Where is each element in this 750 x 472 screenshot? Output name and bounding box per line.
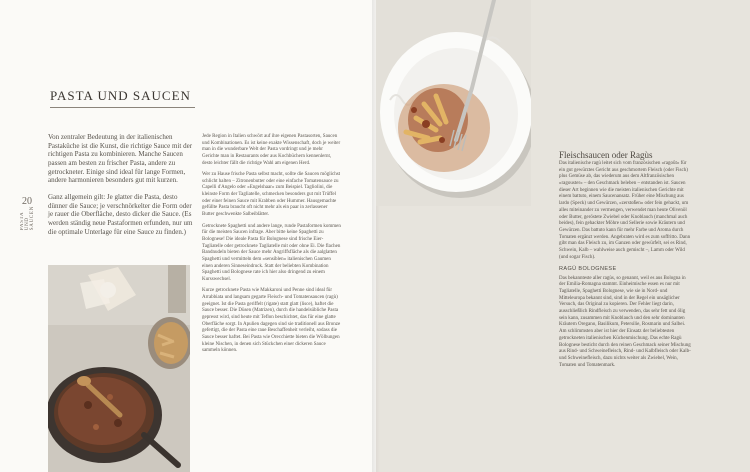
title-underline [50,107,195,108]
pasta-plate-photo [376,0,531,206]
lead-paragraph-2: Ganz allgemein gilt: Je glatter die Pasta, desto dünner die Sauce; je verschnörkelter die Form oder je rauer die Oberfläche, desto dicker die Sauce. (Es werden ständig neue Pastaformen erfunden, nur um die optimale Unterlage für eine Sauce zu finden.) [48,193,193,236]
right-column [559,161,691,374]
section-heading: Fleischsaucen oder Ragùs [559,150,653,160]
running-head: PASTA UND SAUCEN [20,206,35,231]
right-paragraph-2: Das bekannteste aller ragùs, so genannt, weil es aus Bologna in der Emilia-Romagna stammt. Einheimische essen es nur mit Tagliatelle, Spaghetti Bolognese, wie sie in Nord- und Mitteleuropa bekannt sind, sind in der Regel ein unsäglicher Versuch, das Original zu kopieren. Der Fehler liegt darin, ausschließlich Rindfleisch zu verwenden, das sehr fett und ölig sein kann, zusammen mit Knoblauch und den sehr dominanten Kräutern Oregano, Basilikum, Petersilie, Rosmarin und Salbei. Am schlimmsten aber ist hier der Einsatz der beliebtesten getrockneten italienischen Küchenmischung. Das echte Ragù Bolognese besticht durch den reinen Geschmack seiner Mischung aus Rind- und Schweinefleisch, Rind- und Kalbfleisch oder Kalb- und Schweinefleisch, dazu nichts weiter als Zwiebel, Wein, Tomaten und Tomatenmark. [559,275,691,368]
subsection-heading: RAGÙ BOLOGNESE [559,266,617,273]
body-paragraph-2: Wer zu Hause frische Pasta selbst macht, sollte die Saucen möglichst schlicht halten – Zitronenbutter oder eine einfache Tomatensauce zu Capelli d'Angelo oder »Engelshaar« zum Beispiel. Tagliolini, die kleinste Form der Tagliatelle, schmecken besonders gut mit Trüffel oder einer feinen Sauce mit Krabben oder Hummer. Hausgemachte gefüllte Pasta braucht oft nicht mehr als ein paar in zerlassener Butter geschwenkte Salbeiblätter. [202,172,341,218]
page-number: 20 [22,196,32,207]
body-paragraph-3: Getrocknete Spaghetti und andere lange, runde Pastaformen kommen für die meisten Saucen infrage. Aber bitte keine Spaghetti zu Bolognese! Die ideale Pasta für Bolognese sind frische Eier-Tagliatelle oder getrocknete Tagliatelle mit oder ohne Ei. Die flachen Bandnudeln bieten der Sauce mehr Angriffsfläche als die aalglatten Spaghetti und vermitteln dem »sensiblen« italienischen Gaumen einen anderen Sinneseindruck. Statt der beliebten Kombination Spaghetti und Bolognese rate ich hier also dringend zu einem Kursswechsel. [202,223,341,282]
lead-column [48,133,193,244]
body-paragraph-4: Kurze getrocknete Pasta wie Makkaroni und Penne sind ideal für Arrabbiata und langsam gegarte Fleisch- und Tomatensaucen (ragù) geeignet. Ist die Pasta geriffelt (rigate) statt glatt (lisce), haftet die Sauce besser. Die Düsen (Matrizen), durch die handelsübliche Pasta gepresst wird, sind heute mit Teflon beschichtet, das für eine glatte Oberfläche sorgt. In Apulien dagegen sind sie traditionell aus Bronze gefertigt, die der Pasta eine raue Beschaffenheit verleiht, sodass die Sauce besser haftet. Bei Pasta wie Orecchiette bieten die Wölbungen kleine Nischen, in denen sich Stückchen einer dickeren Sauce sammeln können. [202,288,341,354]
body-column [202,134,341,360]
lead-paragraph-1: Von zentraler Bedeutung in der italienischen Pastaküche ist die Kunst, die richtige Sauce mit der richtigen Pasta zu kombinieren. Manche Saucen passen am besten zu frischer Pasta, andere zu getrockneter. Einige sind ideal für lange Formen, andere harmonieren besonders gut mit kurzen. [48,133,193,185]
page-title: PASTA UND SAUCEN [50,88,191,103]
cooking-pan-photo [48,265,190,472]
body-paragraph-1: Jede Region in Italien schwört auf ihre eigenen Pastasorten, Saucen und Kombinationen. Es ist keine exakte Wissenschaft, doch je weiter man in die wunderbare Welt der Pasta vordringt und je mehr Gerichte man in Restaurants oder aus Kochbüchern kennenlernt, desto leichter fällt die richtige Wahl am eigenen Herd. [202,134,341,166]
right-paragraph-1: Das italienische ragù leitet sich vom französischen »ragoût« für ein gut gewürztes Gericht aus geschmortem Fleisch (oder Fisch) plus Gemüse ab, das wiederum aus dem Altfranzösischen »ragouster« – den Geschmack beleben – entstanden ist. Saucen dieser Art beginnen wie die meisten italienischen Gerichte mit einem battuto, einem Saucenansatz. Früher eine Mischung aus lardo (Speck) und Gewürzen, »zerstoßen« oder fein gehackt, um alles miteinander zu vermengen, verwendet man heute Olivenöl oder Butter, geröstete Zwiebel oder Knoblauch (manchmal auch beides), fein gehackter Möhre und Sellerie sowie Kräutern und Gewürzen. Das battuto kann für mehr Farbe und Aroma durch Tomaten ergänzt werden. Angebraten wird es zum soffritto. Dann gibt man das Fleisch zu, im Ganzen oder gewürfelt, sei es Rind, Schwein, Kalb – wahlweise auch gemischt –, Lamm oder Wild (und sogar Fisch). [559,161,691,260]
